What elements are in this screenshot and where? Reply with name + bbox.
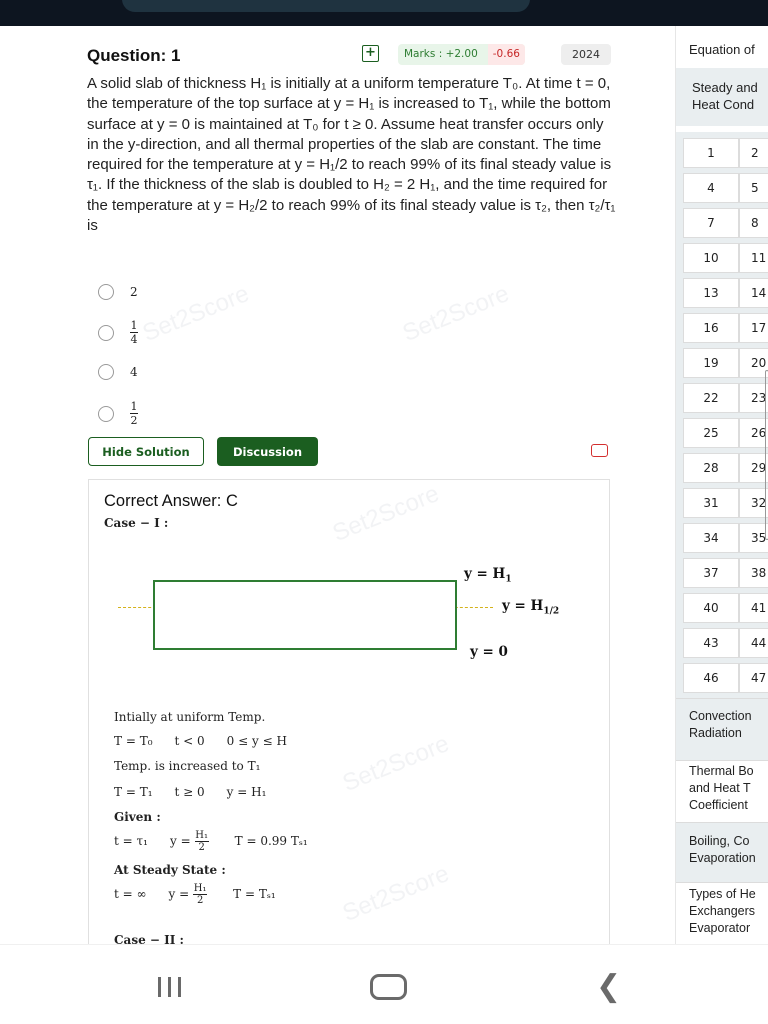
year-badge: 2024 [561, 44, 611, 65]
question-number-cell[interactable]: 25 [683, 418, 739, 448]
marks-negative: -0.66 [488, 44, 525, 65]
question-number-cell[interactable]: 1 [683, 138, 739, 168]
question-number-cell[interactable]: 31 [683, 488, 739, 518]
question-number-cell[interactable]: 16 [683, 313, 739, 343]
solution-line: T = T₁ t ≥ 0 y = H₁ [114, 785, 267, 799]
radio-button[interactable] [98, 406, 114, 422]
home-icon[interactable] [370, 974, 407, 1000]
label-bottom-surface: y = 0 [470, 644, 508, 660]
option-fraction [130, 401, 138, 426]
question-number-cell[interactable]: 2 [739, 138, 768, 168]
question-number-cell[interactable]: 35 [739, 523, 768, 553]
label-mid-plane: $y = H_{1/2}$ [502, 598, 560, 617]
question-number-grid [676, 132, 768, 704]
question-number-cell[interactable]: 40 [683, 593, 739, 623]
question-number-cell[interactable]: 28 [683, 453, 739, 483]
question-number-cell[interactable]: 43 [683, 628, 739, 658]
question-number-cell[interactable]: 10 [683, 243, 739, 273]
question-number-cell[interactable]: 26 [739, 418, 768, 448]
question-number-cell[interactable]: 11 [739, 243, 768, 273]
topic-item[interactable]: Boiling, Co Evaporation [676, 822, 768, 882]
fraction-numerator: 1 [130, 400, 138, 413]
status-bar [0, 0, 768, 26]
solution-line: T = T₀ t < 0 0 ≤ y ≤ H [114, 734, 287, 748]
hide-solution-button[interactable]: Hide Solution [88, 437, 204, 466]
solution-line: t = ∞ y = $\frac{\text{H₁}}{2}$ T = Tₛ₁ [114, 883, 276, 906]
fraction-numerator: 1 [130, 319, 138, 332]
topic-item[interactable]: Thermal Bo and Heat T Coefficient [676, 760, 768, 822]
topic-item[interactable]: Convection Radiation [676, 698, 768, 760]
option-label: 2 [130, 285, 138, 299]
topic-title[interactable]: Equation of [689, 42, 755, 57]
option-c[interactable] [98, 364, 138, 380]
solution-line: Case − II : [114, 933, 184, 944]
fraction-denominator: 4 [130, 333, 138, 346]
marks-positive: Marks : +2.00 [404, 48, 478, 60]
question-number-cell[interactable]: 29 [739, 453, 768, 483]
solution-line: t = τ₁ y = $\frac{\text{H₁}}{2}$ T = 0.99 Tₛ₁ [114, 830, 308, 853]
question-number-cell[interactable]: 17 [739, 313, 768, 343]
question-number-cell[interactable]: 34 [683, 523, 739, 553]
recent-apps-icon[interactable] [158, 977, 181, 997]
question-number-cell[interactable]: 23 [739, 383, 768, 413]
topic-item[interactable]: Types of He Exchangers Evaporator [676, 882, 768, 944]
case-one-label: Case − I : [104, 516, 169, 530]
notch [122, 0, 530, 12]
radio-button[interactable] [98, 364, 114, 380]
discussion-button[interactable]: Discussion [217, 437, 318, 466]
back-icon[interactable]: ❮ [596, 969, 622, 1004]
question-text: A solid slab of thickness H₁ is initially at a uniform temperature T₀. At time t = 0, the temperature of the top surface at y = H₁ is increased to T₁, while the bottom surface at y = 0 is maintained at T₀ for t ≥ 0. Assume heat transfer occurs only in the y-direction, and all thermal properties of the slab are constant. The time required for the temperature at y = H₁/2 to reach 99% of its final steady value is τ₁. If the thickness of the slab is doubled to H₂ = 2 H₁, and the time required for the temperature at y = H₂/2 to reach 99% of its final steady value is τ₂, then τ₂/τ₁ is [87, 75, 616, 235]
option-label: 4 [130, 365, 138, 379]
solution-line: At Steady State : [114, 863, 226, 877]
fraction-denominator: 2 [130, 414, 138, 427]
question-number-cell[interactable]: 8 [739, 208, 768, 238]
marks-badge [398, 44, 525, 65]
label-top-surface: $y = H_1$ [464, 566, 512, 585]
question-number-cell[interactable]: 14 [739, 278, 768, 308]
option-fraction [130, 320, 138, 345]
question-number-cell[interactable]: 7 [683, 208, 739, 238]
slab-diagram [153, 580, 457, 650]
correct-answer: Correct Answer: C [104, 492, 238, 510]
question-number-cell[interactable]: 13 [683, 278, 739, 308]
question-number-cell[interactable]: 20 [739, 348, 768, 378]
question-number-cell[interactable]: 19 [683, 348, 739, 378]
question-navigator [675, 26, 768, 944]
report-icon[interactable] [591, 444, 608, 457]
topic-active[interactable]: Steady and Heat Cond [676, 68, 768, 126]
question-number-cell[interactable]: 47 [739, 663, 768, 693]
option-a[interactable] [98, 284, 138, 300]
solution-line: Given : [114, 810, 161, 824]
radio-button[interactable] [98, 284, 114, 300]
question-number-cell[interactable]: 5 [739, 173, 768, 203]
bookmark-add-icon[interactable]: + [362, 45, 379, 62]
question-heading: Question: 1 [87, 46, 181, 65]
question-number-cell[interactable]: 22 [683, 383, 739, 413]
question-number-cell[interactable]: 44 [739, 628, 768, 658]
option-b[interactable] [98, 320, 138, 345]
question-number-cell[interactable]: 46 [683, 663, 739, 693]
solution-line: Temp. is increased to T₁ [114, 759, 261, 773]
question-number-cell[interactable]: 41 [739, 593, 768, 623]
solution-line: Intially at uniform Temp. [114, 710, 266, 724]
option-d[interactable] [98, 401, 138, 426]
question-number-cell[interactable]: 38 [739, 558, 768, 588]
question-number-cell[interactable]: 37 [683, 558, 739, 588]
question-number-cell[interactable]: 32 [739, 488, 768, 518]
radio-button[interactable] [98, 325, 114, 341]
question-number-cell[interactable]: 4 [683, 173, 739, 203]
